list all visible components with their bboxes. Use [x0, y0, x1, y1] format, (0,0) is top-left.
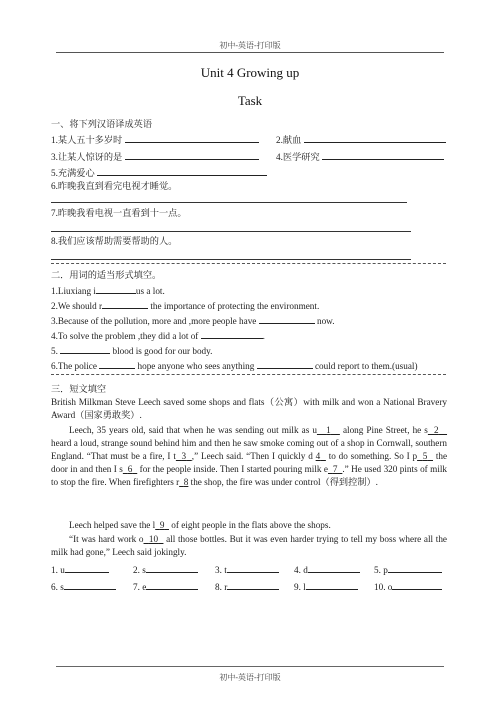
fill-item-6: 6.The police hope anyone who sees anything could report to them.(usual) [51, 358, 418, 372]
fill-item-4: 4.To solve the problem ,they did a lot of . [51, 328, 265, 342]
blank-4: 4 [315, 451, 321, 461]
answer-blank[interactable] [146, 579, 198, 590]
blank-8: 8 [183, 477, 189, 487]
blank-5: 5 [422, 451, 428, 461]
fill-item-1: 1.Liuxiang i us a lot. [51, 283, 165, 297]
answer-blank[interactable] [227, 562, 279, 573]
answer-blank[interactable] [308, 562, 360, 573]
answer-slot-9: 9. l [294, 579, 358, 592]
answer-slot-1: 1. u [51, 562, 109, 575]
section1-heading: 一、将下列汉语译成英语 [51, 119, 153, 129]
translate-item-6: 6.昨晚我直到看完电视才睡觉。 [51, 181, 178, 191]
answer-slot-10: 10. o [374, 579, 442, 592]
answer-blank[interactable] [96, 283, 136, 294]
answer-blank[interactable] [257, 358, 313, 369]
blank-2: 2 [434, 425, 439, 435]
answer-slot-4: 4. d [294, 562, 360, 575]
answer-blank[interactable] [64, 579, 116, 590]
answer-blank[interactable] [306, 579, 358, 590]
passage-para-4: “It was hard work o 10 all those bottles. But it was even harder trying to tell my boss where all the milk had gone,” Leech said jokingly. [51, 534, 448, 557]
fill-item-5: 5. blood is good for our body. [51, 343, 212, 357]
answer-slot-2: 2. s [133, 562, 198, 575]
answer-slot-5: 5. p [374, 562, 442, 575]
answer-slot-3: 3. t [215, 562, 279, 575]
answer-slot-7: 7. e [133, 579, 198, 592]
unit-title: Unit 4 Growing up [200, 65, 300, 80]
answer-blank[interactable] [125, 149, 259, 160]
answer-blank[interactable] [201, 328, 263, 339]
blank-10: 10 [148, 534, 159, 544]
answer-line[interactable] [51, 259, 411, 260]
blank-1: 1 [326, 425, 331, 435]
section-divider [51, 374, 446, 375]
passage-para-2: Leech, 35 years old, said that when he was sending out milk as u 1 along Pine Street, he s 2 heard a loud, strange sound behind him and then he saw smoke coming out of a shop in Cornwall, southern England. “That must be a fire, I t 3 ,” Leech said. “Then I quickly d 4 to do something. So I p 5 the door in and then I s 6 for the people inside. Then I started pouring milk e 7 .” He used 320 pints of milk to stop the fire. When firefighters r 8 the shop, the fire was under control（得到控制）. [51, 425, 448, 487]
answer-blank[interactable] [99, 358, 135, 369]
blank-3: 3 [181, 451, 187, 461]
answer-blank[interactable] [97, 165, 267, 176]
answer-blank[interactable] [259, 313, 315, 324]
passage-para-1: British Milkman Steve Leech saved some shops and flats（公寓）with milk and won a National Bravery Award（国家勇敢奖）. [51, 397, 447, 420]
answer-blank[interactable] [65, 562, 109, 573]
answer-blank[interactable] [227, 579, 279, 590]
translate-item-1: 1.某人五十多岁时 [51, 132, 259, 146]
translate-item-7: 7.昨晚我看电视一直看到十一点。 [51, 208, 187, 218]
fill-item-2: 2.We should r the importance of protecting the environment. [51, 298, 319, 312]
answer-slot-8: 8. r [215, 579, 279, 592]
translate-item-5: 5.充满爱心 [51, 165, 267, 179]
blank-7: 7 [332, 464, 338, 474]
answer-slot-6: 6. s [51, 579, 116, 592]
passage-para-3: Leech helped save the l 9 of eight people in the flats above the shops. [69, 520, 331, 530]
translate-item-2: 2.献血 [276, 132, 446, 146]
page-header: 初中-英语-打印版 [219, 41, 281, 50]
page-footer: 初中-英语-打印版 [219, 673, 281, 682]
answer-line[interactable] [51, 202, 407, 203]
answer-blank[interactable] [322, 149, 444, 160]
answer-blank[interactable] [102, 298, 148, 309]
answer-blank[interactable] [392, 579, 442, 590]
section-divider [51, 263, 446, 264]
header-rule [56, 52, 444, 53]
answer-blank[interactable] [388, 562, 442, 573]
blank-6: 6 [127, 464, 133, 474]
translate-item-4: 4.医学研究 [276, 149, 444, 163]
section-title: Task [237, 93, 263, 108]
blank-9: 9 [159, 520, 165, 530]
section2-heading: 二．用词的适当形式填空。 [51, 270, 162, 280]
translate-item-3: 3.让某人惊讶的是 [51, 149, 259, 163]
answer-blank[interactable] [60, 343, 110, 354]
footer-rule [56, 666, 444, 667]
fill-item-3: 3.Because of the pollution, more and ,more people have now. [51, 313, 335, 327]
answer-blank[interactable] [125, 132, 259, 143]
answer-line[interactable] [51, 231, 411, 232]
answer-blank[interactable] [304, 132, 446, 143]
section3-heading: 三．短文填空 [51, 384, 107, 394]
translate-item-8: 8.我们应该帮助需要帮助的人。 [51, 236, 178, 246]
answer-blank[interactable] [146, 562, 198, 573]
